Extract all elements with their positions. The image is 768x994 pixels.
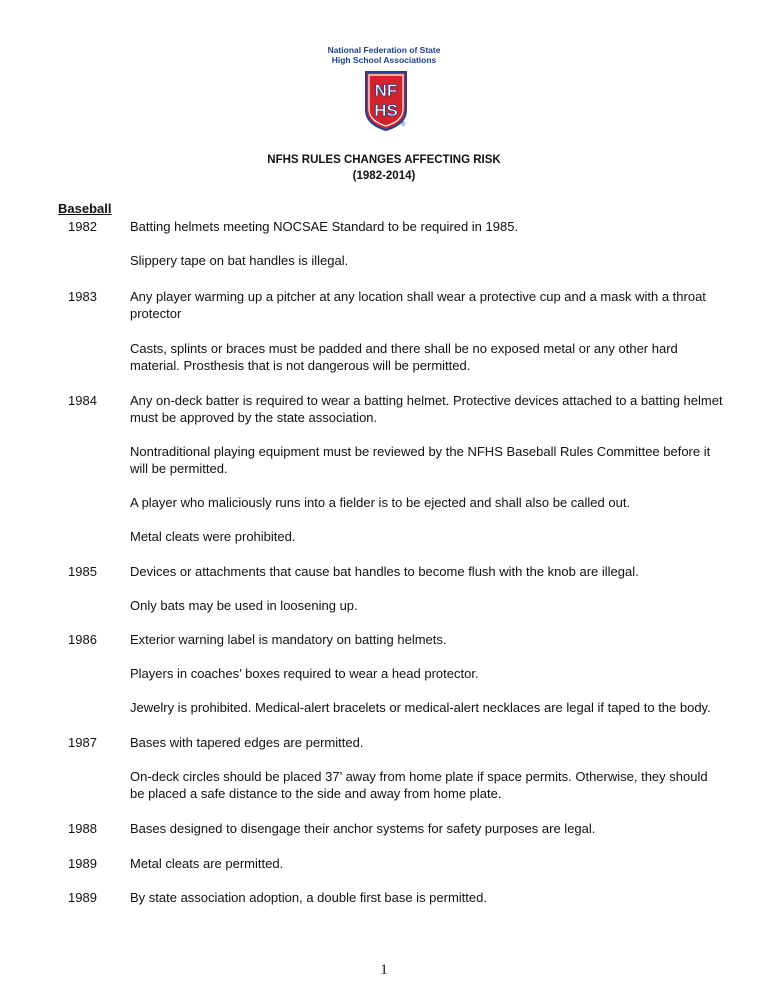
entry-text: Casts, splints or braces must be padded and there shall be no exposed metal or any other hard material. Prosthesis that is not dangerous will be permitted.	[130, 341, 678, 373]
entry-text: Exterior warning label is mandatory on batting helmets.	[130, 632, 447, 647]
entry-text: Any player warming up a pitcher at any location shall wear a protective cup and a mask with a throat protector	[130, 289, 706, 321]
entry-year: 1988	[68, 821, 97, 836]
entry-text: Nontraditional playing equipment must be reviewed by the NFHS Baseball Rules Committee before it will be permitted.	[130, 444, 711, 476]
entry-year: 1982	[68, 219, 97, 234]
registered-mark: ®	[401, 122, 406, 128]
nfhs-logo	[363, 70, 409, 132]
entry-text: By state association adoption, a double first base is permitted.	[130, 890, 487, 905]
entry-text: Jewelry is prohibited. Medical-alert bracelets or medical-alert necklaces are legal if taped to the body.	[130, 700, 711, 715]
title-line-2: (1982-2014)	[352, 170, 416, 182]
organization-name	[0, 45, 768, 65]
entry-text: Batting helmets meeting NOCSAE Standard to be required in 1985.	[130, 219, 519, 234]
title-line-1: NFHS RULES CHANGES AFFECTING RISK	[267, 154, 501, 166]
entry-year: 1987	[68, 735, 97, 750]
entry-text: Bases designed to disengage their anchor systems for safety purposes are legal.	[130, 821, 596, 836]
sport-heading: Baseball	[58, 201, 112, 216]
org-line-2: High School Associations	[331, 55, 437, 65]
entry-text: Any on-deck batter is required to wear a batting helmet. Protective devices attached to a batting helmet must be approved by the state association.	[130, 393, 723, 425]
entry-year: 1986	[68, 632, 97, 647]
entry-text: Metal cleats were prohibited.	[130, 529, 296, 544]
entry-text: Slippery tape on bat handles is illegal.	[130, 253, 349, 268]
document-title	[0, 152, 768, 184]
page-number: 1	[380, 962, 388, 978]
entry-text: A player who maliciously runs into a fielder is to be ejected and shall also be called out.	[130, 495, 631, 510]
logo-text-top: NF	[374, 81, 398, 100]
org-line-1: National Federation of State	[327, 45, 441, 55]
entry-text: On-deck circles should be placed 37’ away from home plate if space permits. Otherwise, they should be placed a safe distance to the side and away from home plate.	[130, 769, 708, 801]
entry-text: Bases with tapered edges are permitted.	[130, 735, 364, 750]
entry-year: 1989	[68, 856, 97, 871]
entry-text: Players in coaches’ boxes required to wear a head protector.	[130, 666, 479, 681]
entry-year: 1983	[68, 289, 97, 304]
entry-year: 1985	[68, 564, 97, 579]
entry-year: 1989	[68, 890, 97, 905]
entry-text: Devices or attachments that cause bat handles to become flush with the knob are illegal.	[130, 564, 639, 579]
entry-text: Only bats may be used in loosening up.	[130, 598, 358, 613]
entry-year: 1984	[68, 393, 97, 408]
entry-text: Metal cleats are permitted.	[130, 856, 284, 871]
logo-text-bottom: HS	[374, 101, 398, 120]
